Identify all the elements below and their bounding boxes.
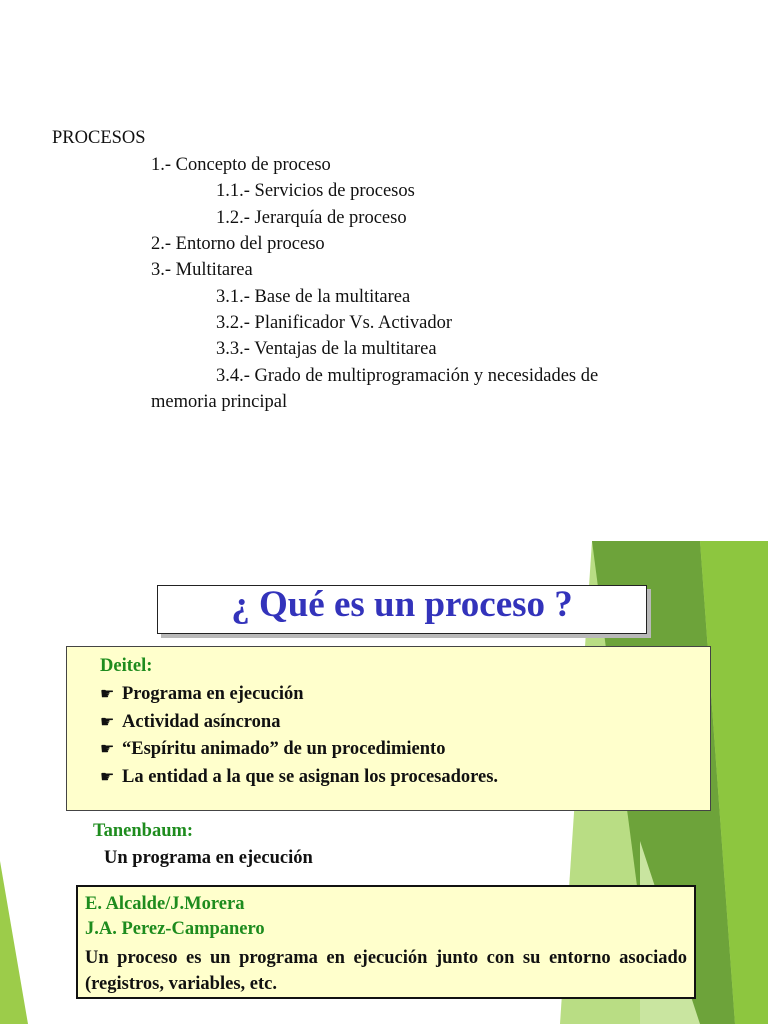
definition-text: Un proceso es un programa en ejecución junto con su entorno asociado (registros, variables, etc. [85,948,687,994]
tanenbaum-text: Un programa en ejecución [104,848,313,868]
alcalde-box [76,885,696,999]
slide [0,541,768,1024]
toc-item: 3.- Multitarea [151,260,253,280]
toc-item: 3.1.- Base de la multitarea [216,287,411,307]
deitel-heading: Deitel: [100,656,153,676]
toc-item: 1.- Concepto de proceso [151,155,331,175]
toc-item: 1.2.- Jerarquía de proceso [216,208,407,228]
bullet-text: La entidad a la que se asignan los procesadores. [122,766,499,787]
toc-title: PROCESOS [52,128,146,148]
pointing-hand-icon: ☛ [100,686,115,703]
author-line: J.A. Perez-Campanero [85,919,265,939]
list-item [100,709,498,737]
title-box [157,585,647,634]
pointing-hand-icon: ☛ [100,768,115,786]
pointing-hand-icon: ☛ [100,741,115,758]
toc-item: 3.4.- Grado de multiprogramación y necesidades de [216,366,599,386]
bullet-text: “Espíritu animado” de un procedimiento [122,739,446,759]
toc-item: 3.3.- Ventajas de la multitarea [216,339,437,359]
toc-item: 1.1.- Servicios de procesos [216,181,415,201]
list-item [100,681,498,709]
tanenbaum-heading: Tanenbaum: [93,821,194,841]
slide-title: ¿ Qué es un proceso ? [231,584,573,625]
toc-item: 3.2.- Planificador Vs. Activador [216,313,453,333]
list-item [100,764,498,792]
bullet-text: Actividad asíncrona [122,711,281,732]
bullet-text: Programa en ejecución [122,684,304,704]
pointing-hand-icon: ☛ [100,713,115,731]
deitel-list [100,681,498,791]
author-line: E. Alcalde/J.Morera [85,894,245,914]
toc-item: memoria principal [151,392,288,412]
toc-item: 2.- Entorno del proceso [151,234,325,254]
list-item [100,736,498,764]
deitel-box [66,646,711,811]
